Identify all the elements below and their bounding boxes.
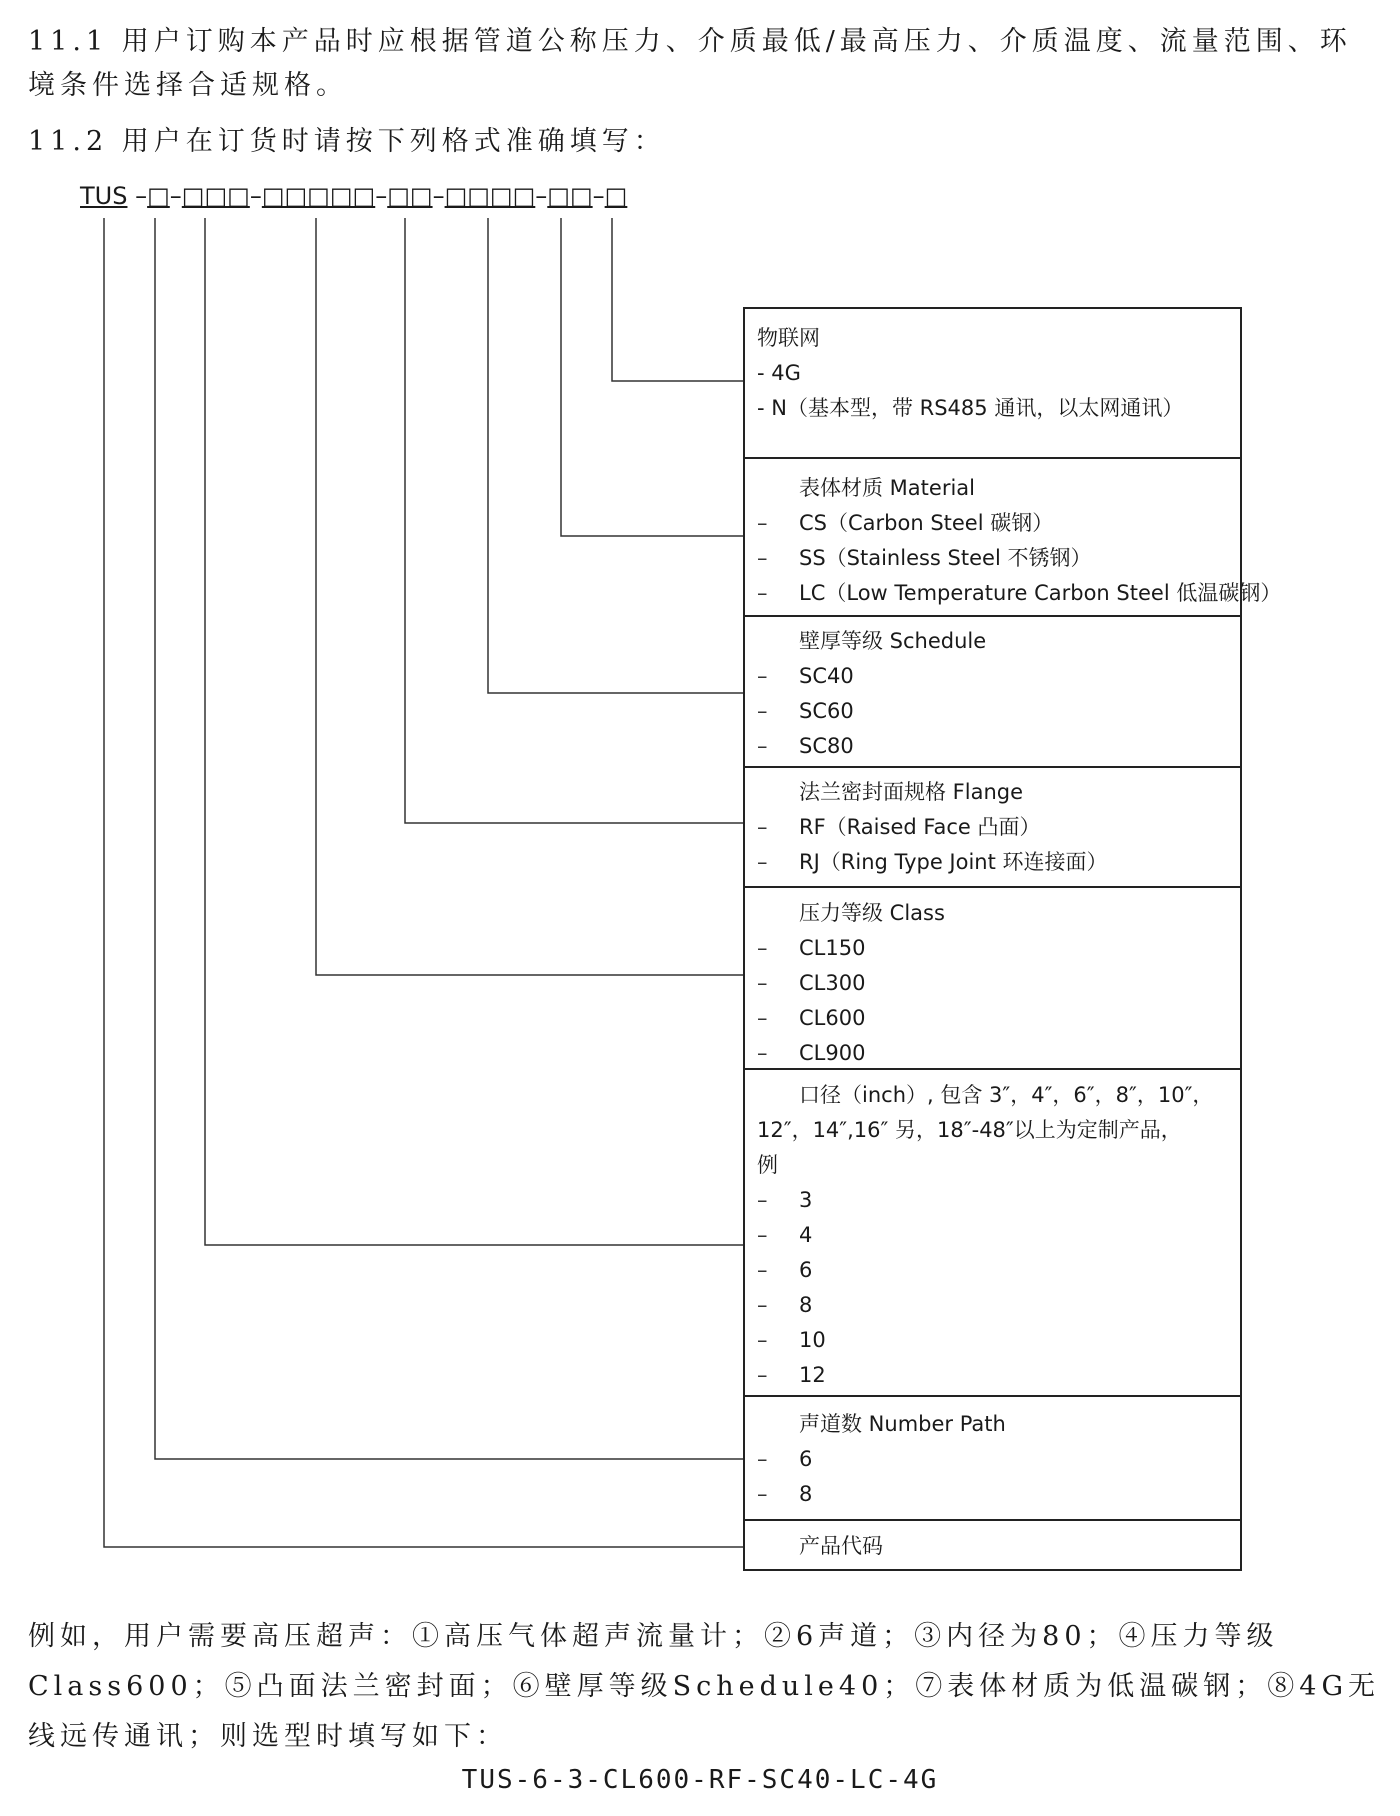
code-prefix: TUS (80, 182, 128, 210)
caliber-option: 10 (799, 1328, 826, 1352)
section-material (745, 457, 1282, 616)
dash: – (757, 815, 768, 839)
section-pressure (745, 886, 1240, 1069)
code-part-paths: □ (147, 182, 170, 210)
dash: – (757, 1447, 768, 1471)
spec-table (743, 307, 1282, 1571)
dash: – (757, 1006, 768, 1030)
dash: – (757, 1258, 768, 1282)
connector-schedule (488, 218, 743, 693)
section-pressure-title: 压力等级 Class (799, 901, 945, 925)
pressure-option: CL900 (799, 1041, 866, 1065)
dash: – (757, 699, 768, 723)
dash: – (757, 664, 768, 688)
pressure-option: CL150 (799, 936, 866, 960)
model-code-format: TUS –□–□□□–□□□□□–□□–□□□□–□□–□ (80, 182, 628, 210)
section-schedule (745, 615, 1240, 767)
dash: – (757, 1482, 768, 1506)
connector-caliber (205, 218, 743, 1245)
schedule-option: SC60 (799, 699, 854, 723)
connector-material (561, 218, 743, 536)
schedule-option: SC40 (799, 664, 854, 688)
section-flange (745, 766, 1240, 887)
connector-pressure (316, 218, 743, 975)
dash: – (757, 546, 768, 570)
material-option: CS（Carbon Steel 碳钢） (799, 511, 1054, 535)
code-part-iot: □ (604, 182, 628, 210)
connector-iot (612, 218, 743, 381)
dash: – (757, 971, 768, 995)
pressure-option: CL300 (799, 971, 866, 995)
caliber-option: 6 (799, 1258, 813, 1282)
intro-paragraph-2: 11.2 用户在订货时请按下列格式准确填写： (28, 126, 666, 157)
example-paragraph: 例如，用户需要高压超声：①高压气体超声流量计；②6声道；③内径为80；④压力等级Class600；⑤凸面法兰密封面；⑥壁厚等级Schedule40；⑦表体材质为低温碳钢；⑧4G无线远传通讯；则选型时填写如下： (28, 1621, 1381, 1752)
section-material-title: 表体材质 Material (799, 476, 975, 500)
connector-product (104, 218, 743, 1547)
section-product-title: 产品代码 (799, 1534, 883, 1558)
dash: – (757, 850, 768, 874)
example-result-code: TUS-6-3-CL600-RF-SC40-LC-4G (461, 1765, 939, 1795)
material-option: LC（Low Temperature Carbon Steel 低温碳钢） (799, 581, 1282, 605)
caliber-option: 3 (799, 1188, 813, 1212)
dash: – (757, 936, 768, 960)
caliber-option: 12 (799, 1363, 826, 1387)
intro-paragraph-1: 11.1 用户订购本产品时应根据管道公称压力、介质最低/最高压力、介质温度、流量范围、环境条件选择合适规格。 (28, 26, 1352, 101)
section-caliber-title-line2: 12″，14″,16″ 另，18″-48″以上为定制产品， (757, 1118, 1182, 1142)
dash: – (757, 1328, 768, 1352)
section-paths-title: 声道数 Number Path (799, 1412, 1006, 1436)
section-caliber-title: 口径（inch）, 包含 3″，4″，6″，8″，10″， (799, 1083, 1214, 1107)
iot-option: - 4G (757, 361, 801, 385)
section-flange-title: 法兰密封面规格 Flange (799, 780, 1024, 804)
paths-option: 8 (799, 1482, 813, 1506)
material-option: SS（Stainless Steel 不锈钢） (799, 546, 1092, 570)
iot-option: - N（基本型，带 RS485 通讯，以太网通讯） (757, 396, 1184, 420)
connector-paths (155, 218, 743, 1459)
dash: – (757, 581, 768, 605)
section-iot (745, 309, 1240, 458)
dash: – (757, 1188, 768, 1212)
dash: – (757, 1293, 768, 1317)
section-product (745, 1519, 1240, 1571)
section-caliber-title-line3: 例 (757, 1153, 778, 1177)
pressure-option: CL600 (799, 1006, 866, 1030)
paths-option: 6 (799, 1447, 813, 1471)
dash: – (757, 1223, 768, 1247)
caliber-option: 8 (799, 1293, 813, 1317)
caliber-option: 4 (799, 1223, 813, 1247)
flange-option: RF（Raised Face 凸面） (799, 815, 1041, 839)
section-caliber (745, 1068, 1240, 1396)
dash: – (757, 511, 768, 535)
section-iot-title: 物联网 (757, 326, 820, 350)
connector-flange (405, 218, 743, 823)
dash: – (757, 734, 768, 758)
code-part-caliber: □□□ (181, 182, 250, 210)
code-part-flange: □□ (387, 182, 433, 210)
section-paths (745, 1395, 1240, 1520)
flange-option: RJ（Ring Type Joint 环连接面） (799, 850, 1108, 874)
schedule-option: SC80 (799, 734, 854, 758)
dash: – (757, 1041, 768, 1065)
dash: – (757, 1363, 768, 1387)
code-part-pressure: □□□□□ (261, 182, 376, 210)
section-schedule-title: 壁厚等级 Schedule (799, 629, 987, 653)
code-part-schedule: □□□□ (444, 182, 536, 210)
code-part-material: □□ (547, 182, 593, 210)
